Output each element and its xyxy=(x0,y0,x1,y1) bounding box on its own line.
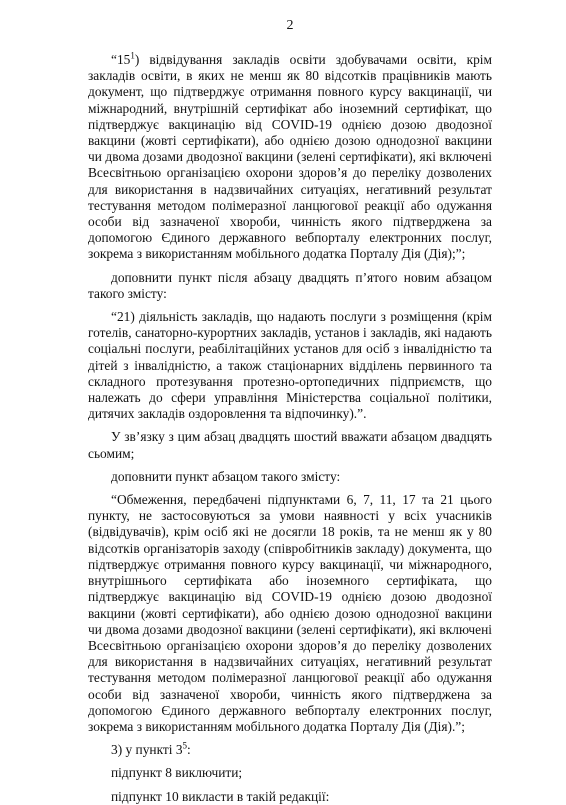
paragraph-subitem-10: підпункт 10 викласти в такій редакції: xyxy=(111,788,330,804)
paragraph-add-abzac: доповнити пункт абзацом такого змісту: xyxy=(111,468,341,484)
paragraph-subitem-8: підпункт 8 виключити; xyxy=(111,765,243,781)
page-number: 2 xyxy=(286,18,294,33)
paragraph-subitem-21: “21) діяльність закладів, що надають послуги з розміщення (крім готелів, санаторно-курортних закладів, установ і закладів, які надають соціальні послуги, реабілітаційних установ для осіб з інвалідністю та дітей з інвалідністю, а також стаціонарних відділень первинного та складного протезування протезно-ортопедичних підприємств, що належать до сфери управління Міністерства соціальної політики, дитячих закладів оздоровлення та відпочинку).”. xyxy=(88,309,492,422)
paragraph-renumbering-note: У зв’язку з цим абзац двадцять шостий вважати абзацом двадцять сьомим; xyxy=(88,429,492,461)
paragraph-amendment-15-1: “$15^1$) відвідування закладів освіти здобувачами освіти, крім закладів освіти, в яких не менш як 80 відсотків працівників мають документ, що підтверджує отримання повного курсу вакцинації, чи міжнародний, внутрішній сертифікат або іноземний сертифікат, що підтверджує вакцинацію від COVID-19 однією дозою дводозної вакцини (жовті сертифікати), або однією дозою однодозної вакцини чи двома дозами дводозної вакцини (зелені сертифікати), які включені Всесвітньою організацією охорони здоров’я до переліку дозволених для використання в надзвичайних ситуаціях, негативний результат тестування методом полімеразної ланцюгової реакції або одужання особи від зазначеної хвороби, чинність якого підтверджена за допомогою Єдиного державного вебпорталу електронних послуг, зокрема з використанням мобільного додатка Порталу Дія (Дія);”; xyxy=(88,50,492,262)
paragraph-restrictions: “Обмеження, передбачені підпунктами 6, 7, 11, 17 та 21 цього пункту, не застосовуються за умови наявності у всіх учасників (відвідувачів), крім осіб які не досягли 18 років, та не менш як у 80 відсотків організаторів заходу (співробітників закладу) документа, що підтверджує отримання повного курсу вакцинації, чи міжнародного, внутрішнього сертифіката або іноземного сертифіката, що підтверджує вакцинацію від COVID-19 однією дозою дводозної вакцини (жовті сертифікати), або однією дозою однодозної вакцини чи двома дозами дводозної вакцини (зелені сертифікати), які включені Всесвітньою організацією охорони здоров’я до переліку дозволених для використання в надзвичайних ситуаціях, негативний результат тестування методом полімеразної ланцюгової реакції або одужання особи від зазначеної хвороби, чинність якого підтверджена за допомогою Єдиного державного вебпорталу електронних послуг, зокрема з використанням мобільного додатка Порталу Дія (Дія).”; xyxy=(88,492,492,734)
paragraph-item-3-5: 3) у пункті $3^5$: xyxy=(111,740,191,758)
paragraph-supplement-instruction: доповнити пункт після абзацу двадцять п’ятого новим абзацом такого змісту: xyxy=(88,269,492,301)
